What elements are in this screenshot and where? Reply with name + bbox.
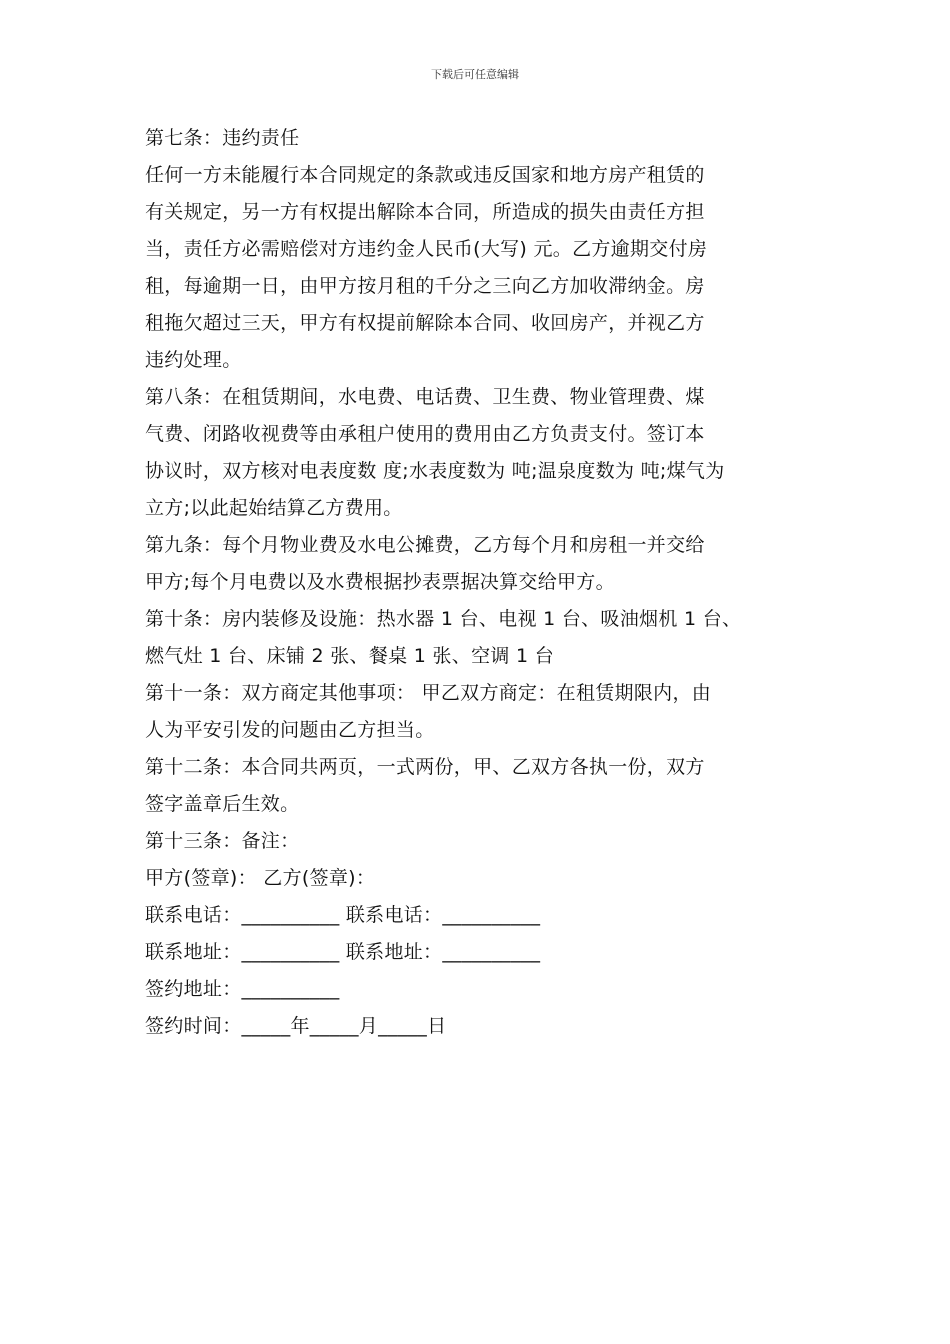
phone-line: 联系电话：__________ 联系电话：__________ [145,904,541,926]
text-line: 人为平安引发的问题由乙方担当。 [145,719,435,741]
text-line: 租拖欠超过三天，甲方有权提前解除本合同、收回房产，并视乙方 [145,312,705,334]
text-line: 气费、闭路收视费等由承租户使用的费用由乙方负责支付。签订本 [145,423,705,445]
text-line: 立方;以此起始结算乙方费用。 [145,497,403,519]
page-header-note: 下载后可任意编辑 [431,68,519,81]
text-line: 第八条：在租赁期间，水电费、电话费、卫生费、物业管理费、煤 [145,386,705,408]
text-line: 第十条：房内装修及设施：热水器 1 台、电视 1 台、吸油烟机 1 台、 [145,608,742,630]
text-line: 违约处理。 [145,349,242,371]
text-line: 签字盖章后生效。 [145,793,300,815]
text-line: 第七条：违约责任 [145,127,300,149]
contract-body [145,120,810,1045]
text-line: 第十一条：双方商定其他事项： 甲乙双方商定：在租赁期限内，由 [145,682,712,704]
signature-line: 甲方(签章)： 乙方(签章)： [145,867,376,889]
text-line: 有关规定，另一方有权提出解除本合同，所造成的损失由责任方担 [145,201,705,223]
text-line: 第十二条：本合同共两页，一式两份，甲、乙双方各执一份，双方 [145,756,705,778]
sign-date-line: 签约时间：_____年_____月_____日 [145,1015,447,1037]
text-line: 任何一方未能履行本合同规定的条款或违反国家和地方房产租赁的 [145,164,705,186]
text-line: 租，每逾期一日，由甲方按月租的千分之三向乙方加收滞纳金。房 [145,275,705,297]
text-line: 当，责任方必需赔偿对方违约金人民币(大写) 元。乙方逾期交付房 [145,238,708,260]
text-line: 第十三条：备注： [145,830,300,852]
text-line: 甲方;每个月电费以及水费根据抄表票据决算交给甲方。 [145,571,615,593]
address-line: 联系地址：__________ 联系地址：__________ [145,941,541,963]
text-line: 协议时，双方核对电表度数 度;水表度数为 吨;温泉度数为 吨;煤气为 [145,460,725,482]
sign-location-line: 签约地址：__________ [145,978,340,1000]
text-line: 燃气灶 1 台、床铺 2 张、餐桌 1 张、空调 1 台 [145,645,555,667]
text-line: 第九条：每个月物业费及水电公摊费，乙方每个月和房租一并交给 [145,534,705,556]
